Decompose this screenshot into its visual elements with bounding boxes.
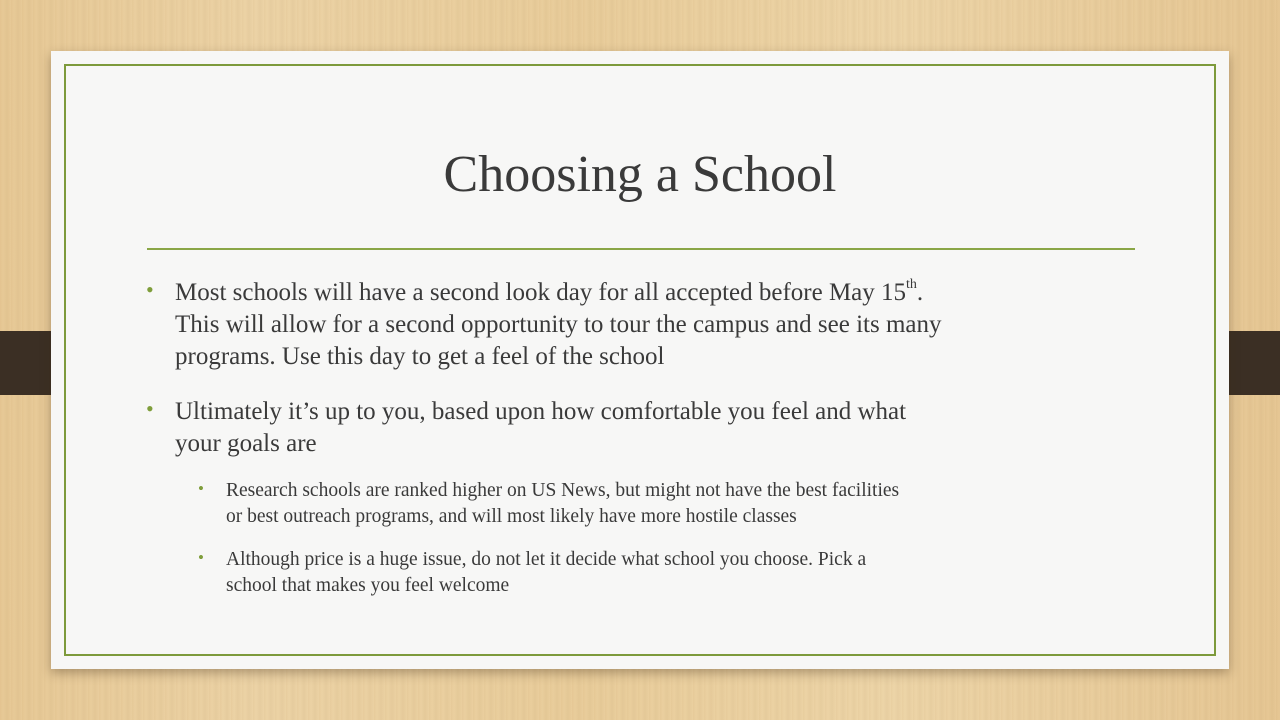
slide-title: Choosing a School [443, 146, 837, 203]
bullet-line: Ultimately it’s up to you, based upon how comfortable you feel and what [175, 398, 907, 425]
slide-body [51, 51, 1229, 669]
bullet-marker: • [198, 548, 204, 567]
superscript: th [906, 276, 917, 292]
sub-bullet-price [198, 547, 867, 599]
bullet-marker: • [146, 277, 154, 302]
bullet-line: your goals are [175, 430, 317, 457]
bullet-line: or best outreach programs, and will most likely have more hostile classes [226, 506, 797, 527]
bullet-line: Research schools are ranked higher on US News, but might not have the best facilities [226, 480, 900, 501]
bullet-marker: • [198, 479, 204, 498]
bullet-second-look-day [146, 276, 942, 373]
bullet-line: programs. Use this day to get a feel of the school [175, 343, 665, 370]
bullet-line: Most schools will have a second look day for all accepted before May 15th. [175, 276, 924, 306]
bullet-line: Although price is a huge issue, do not let it decide what school you choose. Pick a [226, 549, 867, 570]
bullet-marker: • [146, 396, 154, 421]
bullet-line: This will allow for a second opportunity to tour the campus and see its many [175, 311, 942, 338]
bullet-your-choice [146, 396, 907, 460]
sub-bullet-research-schools [198, 478, 900, 530]
slide-paper [51, 51, 1229, 669]
bullet-line: school that makes you feel welcome [226, 575, 510, 596]
